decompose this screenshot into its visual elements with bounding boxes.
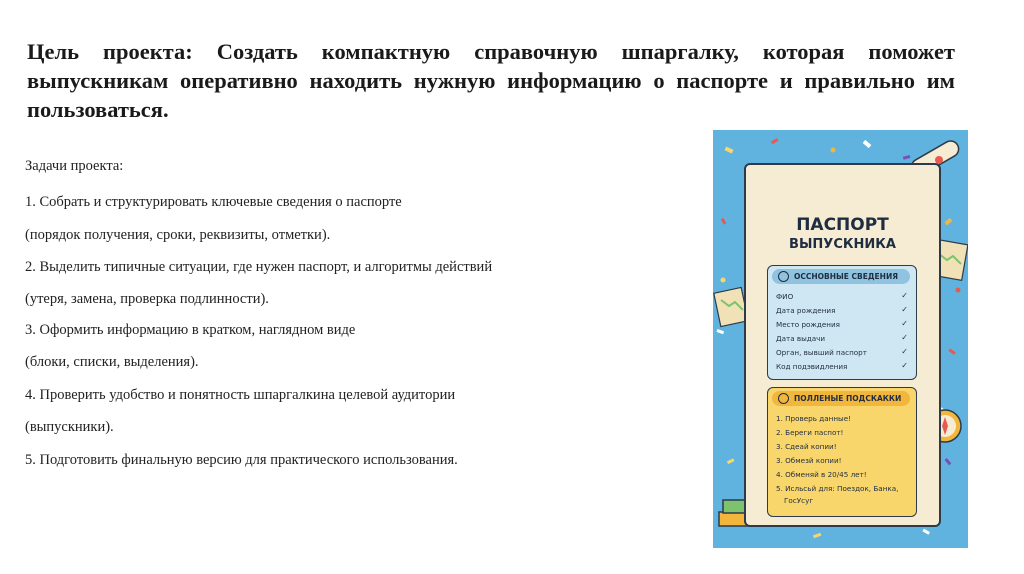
task-line: 1. Собрать и структурировать ключевые сведения о паспорте [25,194,402,210]
section-heading [772,391,910,406]
globe-icon [778,271,789,282]
check-icon: ✓ [901,305,908,314]
task-line: (блоки, списки, выделения). [25,354,199,370]
section-heading-text: ПОЛЛЕНЫЕ ПОДСКАККИ [794,394,902,403]
check-icon: ✓ [901,291,908,300]
task-line: 2. Выделить типичные ситуации, где нужен паспорт, и алгоритмы действий [25,259,493,275]
task-line: 4. Проверить удобство и понятность шпаргалкина целевой аудитории [25,387,456,403]
info-row: ФИО [776,292,794,301]
tip-row: 5. Исльсьй для: Поездок, Банка, [776,484,899,493]
info-row: Дата выдачи [776,334,826,343]
info-row: Дата рождения [776,306,836,315]
check-icon: ✓ [901,361,908,370]
tip-row: 4. Обменяй в 20/45 лет! [776,470,867,479]
tasks-heading: Задачи проекта: [25,158,124,174]
passport-poster [713,130,968,548]
info-row: Код подэвидления [776,362,848,371]
section-heading [772,269,910,284]
section-heading-text: ОССНОВНЫЕ СВЕДЕНИЯ [794,272,899,281]
task-line: 3. Оформить информацию в кратком, наглядном виде [25,322,356,338]
info-row: Орган, вывший паспорт [776,348,867,357]
tip-row: 3. Сдеай копии! [776,442,837,451]
lightbulb-icon [778,393,789,404]
scroll-panel [744,163,941,527]
tip-row: ГосУсуг [784,496,814,505]
task-line: 5. Подготовить финальную версию для практического использования. [25,452,458,468]
info-row: Место рождения [776,320,840,329]
slide-title: Цель проекта: Создать компактную справочную шпаргалку, которая поможет выпускникам оперативно находить нужную информацию о паспорте и правильно им пользоваться. [27,39,955,122]
tip-row: 3. Обмезй копии! [776,456,842,465]
tip-row: 1. Проверь данные! [776,414,851,423]
check-icon: ✓ [901,319,908,328]
task-line: (выпускники). [25,419,114,435]
poster-title-line1: ПАСПОРТ [796,215,889,235]
basic-info-section [767,265,917,380]
tips-section [767,387,917,517]
task-line: (утеря, замена, проверка подлинности). [25,291,269,307]
tip-row: 2. Береги паспот! [776,428,844,437]
check-icon: ✓ [901,347,908,356]
poster-title-line2: ВЫПУСКНИКА [789,237,896,252]
check-icon: ✓ [901,333,908,342]
task-line: (порядок получения, сроки, реквизиты, отметки). [25,227,331,243]
